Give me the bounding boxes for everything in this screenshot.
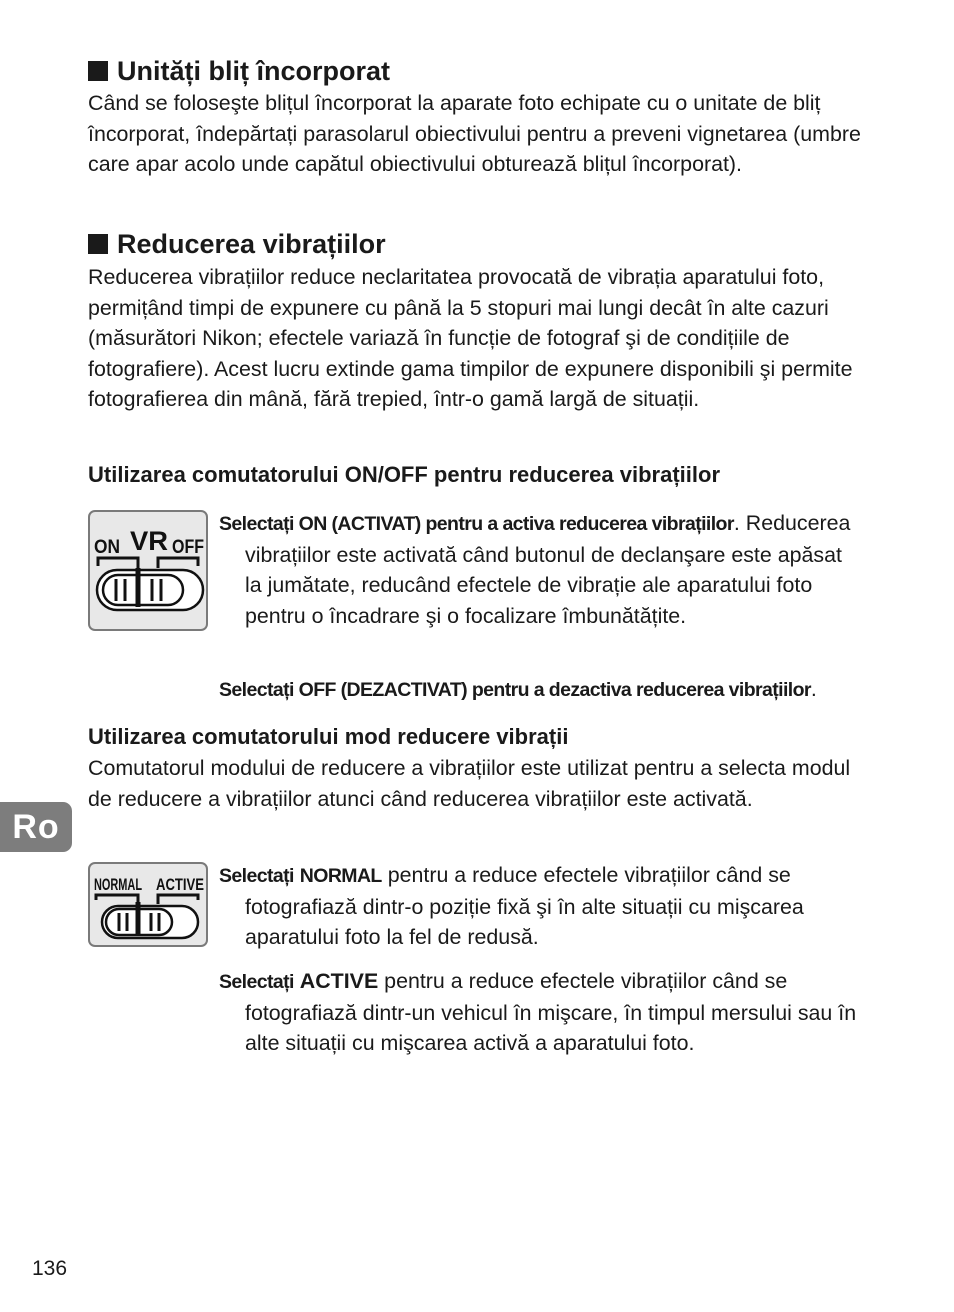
mode-switch-body: Comutatorul modului de reducere a vibrațiilor este utilizat pentru a selecta modul de reducere a vibrațiilor atunci când reducerea vibrațiilor este activată. [88, 756, 851, 811]
switch-label-normal: NORMAL [94, 875, 142, 894]
square-bullet-icon [88, 61, 108, 81]
item-description: pentru a reduce efectele vibrațiilor când se fotografiază dintr-o poziție fixă şi în alte situații cu mişcarea aparatului foto la fel de redusă. [245, 863, 804, 949]
switch-label-on: ON [94, 537, 120, 558]
item-select-on [219, 508, 859, 631]
section-heading-builtin-flash [88, 55, 390, 87]
item-lead: Selectați OFF (DEZACTIVAT) pentru a dezactiva reducerea vibrațiilor [219, 679, 811, 701]
page-number: 136 [32, 1257, 68, 1280]
subheading-onoff-switch: Utilizarea comutatorului ON/OFF pentru reducerea vibrațiilor [88, 462, 721, 487]
section-body-builtin-flash: Când se foloseşte blițul încorporat la aparate foto echipate cu o unitate de bliț încorporat, îndepărtați parasolarul obiectivului pentru a preveni vignetarea (umbre care apar acolo unde capătul obiectivului obturează blițul încorporat). [88, 91, 861, 176]
item-lead: Selectați [219, 971, 294, 993]
vr-switch-icon [90, 512, 206, 629]
item-select-off [219, 674, 859, 706]
square-bullet-icon [88, 234, 108, 254]
item-select-normal [219, 860, 859, 953]
section-heading-vibration-reduction [88, 228, 386, 260]
switch-label-off: OFF [172, 537, 204, 558]
section-title: Unități bliț încorporat [117, 56, 390, 86]
section-body-vibration-reduction: Reducerea vibrațiilor reduce neclaritatea provocată de vibrația aparatului foto, permițând timpi de expunere cu până la 5 stopuri mai lungi decât în alte cazuri (măsurători Nikon; efectele variază în funcție de fotograf şi de condițiile de fotografiere). Acest lucru extinde gama timpilor de expunere disponibili şi permite fotografierea din mână, fără trepied, într-o gamă largă de situații. [88, 265, 853, 411]
item-lead: Selectați [219, 865, 294, 887]
language-tab: Ro [0, 802, 72, 852]
switch-label-vr: VR [130, 526, 168, 556]
vr-mode-switch-illustration [88, 862, 208, 947]
switch-label-active: ACTIVE [156, 875, 204, 894]
item-lead: Selectați ON (ACTIVAT) pentru a activa reducerea vibrațiilor [219, 513, 734, 535]
vr-onoff-switch-illustration [88, 510, 208, 631]
item-keyword: NORMAL [299, 865, 382, 887]
item-description: Reducerea vibrațiilor este activată când butonul de declanşare este apăsat la jumătate, reducând efectele de vibrație ale aparatului foto pentru o încadrare şi o focalizare îmbunătățite. [245, 511, 851, 628]
lead-period: . [733, 511, 740, 535]
item-select-active [219, 966, 859, 1059]
lead-period: . [810, 677, 817, 701]
subheading-mode-switch: Utilizarea comutatorului mod reducere vibrații [88, 724, 569, 749]
item-description: pentru a reduce efectele vibrațiilor când se fotografiază dintr-un vehicul în mişcare, în timpul mersului sau în alte situații cu mişcarea activă a aparatului foto. [245, 969, 857, 1055]
item-keyword: ACTIVE [299, 969, 379, 993]
vr-mode-switch-icon [90, 864, 206, 945]
section-title: Reducerea vibrațiilor [117, 229, 386, 259]
